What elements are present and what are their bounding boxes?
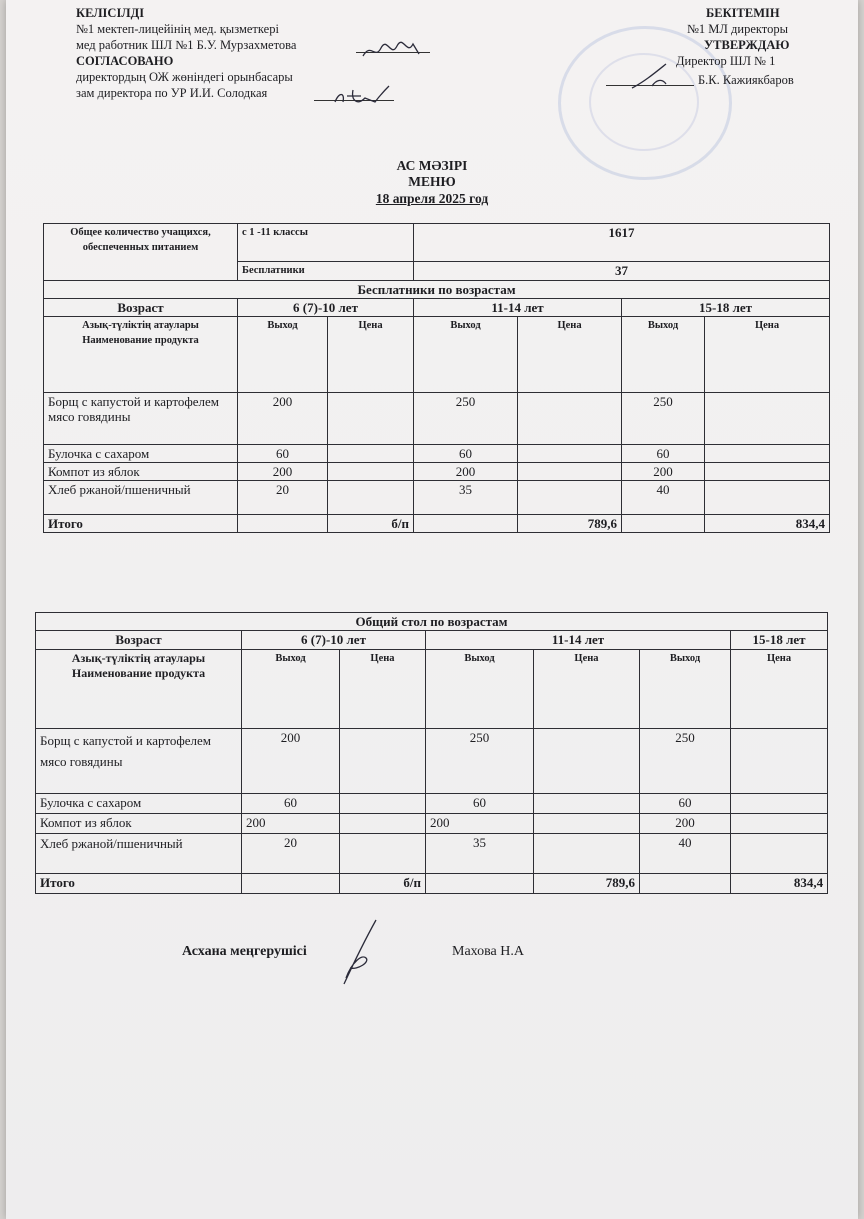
price-cell [731,834,828,874]
price-cell [518,445,622,463]
table-row [36,834,828,874]
price-cell [534,794,640,814]
table-row [44,445,830,463]
free-value: 37 [414,262,830,281]
total-row [44,515,830,533]
approve-ru-label: УТВЕРЖДАЮ [704,38,790,52]
price-cell [705,445,830,463]
price-cell [534,834,640,874]
col-price: Цена [731,650,828,729]
product-name: Булочка с сахаром [44,445,238,463]
empty-cell [242,874,340,894]
output-value: 250 [426,729,534,794]
approve-kz-label: БЕКІТЕМІН [706,6,780,20]
canteen-manager-label: Асхана меңгерушісі [182,944,307,959]
empty-cell [426,874,534,894]
classes-value: 1617 [414,224,830,262]
col-price: Цена [328,317,414,393]
product-name: Компот из яблок [44,463,238,481]
price-cell [340,729,426,794]
age-group-2: 11-14 лет [426,631,731,650]
col-output: Выход [242,650,340,729]
output-value: 40 [622,481,705,515]
product-name: Булочка с сахаром [36,794,242,814]
output-value: 200 [426,814,534,834]
product-name: Хлеб ржаной/пшеничный [36,834,242,874]
output-value: 60 [640,794,731,814]
output-value: 200 [622,463,705,481]
document-page [6,0,858,1219]
menu-date: 18 апреля 2025 год [375,191,489,206]
menu-title-ru: МЕНЮ [408,174,456,189]
output-value: 200 [238,393,328,445]
age-group-1: 6 (7)-10 лет [238,299,414,317]
price-cell [534,729,640,794]
total-value-1: б/п [328,515,414,533]
output-value: 60 [238,445,328,463]
price-cell [328,393,414,445]
total-value-2: 789,6 [518,515,622,533]
output-value: 200 [242,814,340,834]
output-value: 250 [640,729,731,794]
price-cell [328,481,414,515]
free-label: Бесплатники [238,262,414,281]
canteen-manager-name: Махова Н.А [452,944,524,959]
output-value: 200 [238,463,328,481]
med-worker-line-kz: №1 мектеп-лицейінің мед. қызметкері [76,22,279,36]
price-cell [705,481,830,515]
empty-cell [640,874,731,894]
col-price: Цена [534,650,640,729]
price-cell [340,794,426,814]
col-output: Выход [414,317,518,393]
output-value: 60 [414,445,518,463]
deputy-line-kz: директордың ОЖ жөніндегі орынбасары [76,70,293,84]
product-name: Борщ с капустой и картофелем мясо говядины [36,729,242,794]
total-value-3: 834,4 [705,515,830,533]
deputy-line-ru: зам директора по УР И.И. Солодкая [76,86,268,100]
product-header: Азық-түліктің атаулары Наименование продукта [44,317,238,393]
product-header [36,650,242,729]
med-worker-line-ru: мед работник ШЛ №1 Б.У. Мурзахметова [76,38,297,52]
product-name: Борщ с капустой и картофелем мясо говядины [44,393,238,445]
price-cell [731,794,828,814]
output-value: 40 [640,834,731,874]
agreed-ru-label: СОГЛАСОВАНО [76,54,174,68]
age-label: Возраст [44,299,238,317]
total-value-1: б/п [340,874,426,894]
output-value: 200 [414,463,518,481]
product-name: Компот из яблок [36,814,242,834]
product-header-kz: Азық-түліктің атаулары [71,651,206,665]
price-cell [705,463,830,481]
director-line-ru: Директор ШЛ № 1 [676,54,776,68]
table-row [44,481,830,515]
output-value: 250 [414,393,518,445]
col-price: Цена [340,650,426,729]
product-name: Хлеб ржаной/пшеничный [44,481,238,515]
col-price: Цена [705,317,830,393]
general-table [35,612,828,894]
age-group-3: 15-18 лет [622,299,830,317]
total-students-label: Общее количество учащихся, обеспеченных питанием [44,224,238,281]
total-value-2: 789,6 [534,874,640,894]
output-value: 60 [242,794,340,814]
signature-manager [336,918,386,988]
price-cell [340,814,426,834]
price-cell [328,463,414,481]
table-row [36,794,828,814]
output-value: 200 [242,729,340,794]
price-cell [731,729,828,794]
signature-director [626,62,686,92]
price-cell [518,481,622,515]
output-value: 60 [622,445,705,463]
free-meals-table [43,223,830,533]
price-cell [534,814,640,834]
price-cell [518,463,622,481]
product-header-ru: Наименование продукта [71,666,206,680]
output-value: 20 [242,834,340,874]
output-value: 250 [622,393,705,445]
classes-label: с 1 -11 классы [238,224,414,262]
col-output: Выход [640,650,731,729]
col-output: Выход [238,317,328,393]
total-row [36,874,828,894]
agreed-kz-label: КЕЛІСІЛДІ [76,6,145,20]
total-value-3: 834,4 [731,874,828,894]
director-line-kz: №1 МЛ директоры [687,22,788,36]
menu-title-kz: АС МӘЗІРІ [396,158,468,173]
output-value: 20 [238,481,328,515]
signature-med [361,38,431,62]
empty-cell [414,515,518,533]
price-cell [328,445,414,463]
price-cell [705,393,830,445]
total-label: Итого [36,874,242,894]
table-row [36,814,828,834]
age-group-2: 11-14 лет [414,299,622,317]
table-row [44,463,830,481]
total-label: Итого [44,515,238,533]
age-group-3: 15-18 лет [731,631,828,650]
col-output: Выход [622,317,705,393]
price-cell [340,834,426,874]
col-output: Выход [426,650,534,729]
table-row [44,393,830,445]
empty-cell [238,515,328,533]
free-section-title: Бесплатники по возрастам [44,281,830,299]
output-value: 200 [640,814,731,834]
director-name: Б.К. Кажиякбаров [698,73,794,87]
price-cell [518,393,622,445]
age-group-1: 6 (7)-10 лет [242,631,426,650]
table-row [36,729,828,794]
output-value: 35 [414,481,518,515]
age-label: Возраст [36,631,242,650]
col-price: Цена [518,317,622,393]
empty-cell [622,515,705,533]
output-value: 60 [426,794,534,814]
output-value: 35 [426,834,534,874]
signature-deputy [331,84,401,110]
price-cell [731,814,828,834]
general-section-title: Общий стол по возрастам [36,613,828,631]
